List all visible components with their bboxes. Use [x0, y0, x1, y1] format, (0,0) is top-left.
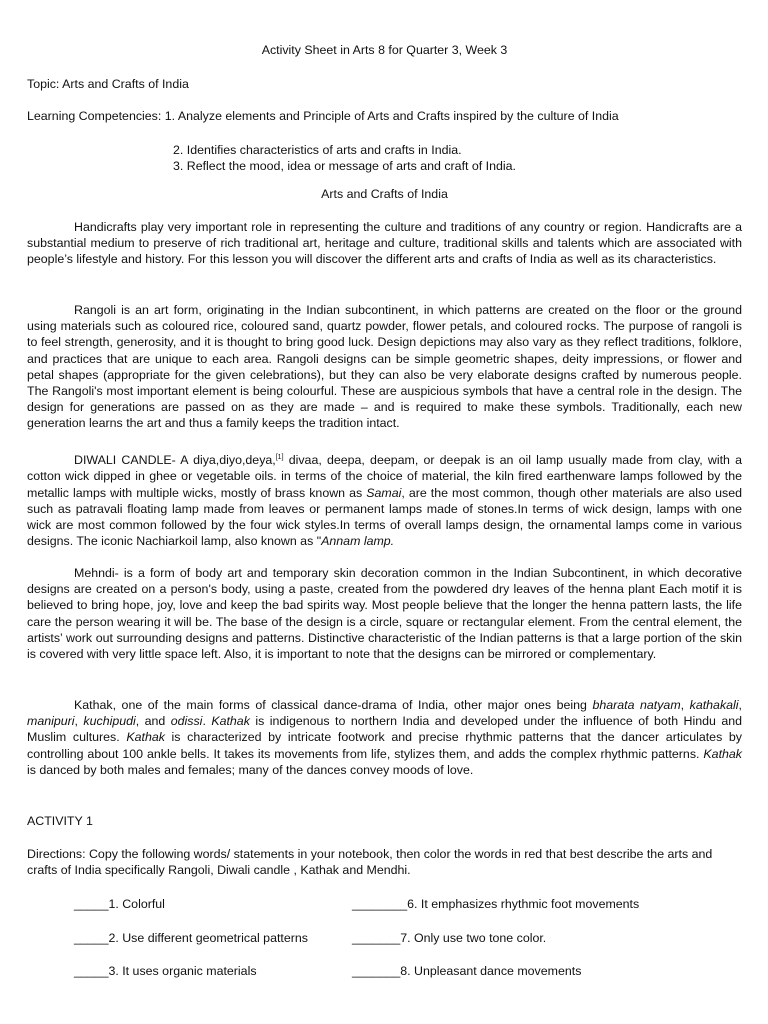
- kathak-paragraph: [27, 697, 742, 778]
- intro-paragraph: Handicrafts play very important role in representing the culture and traditions of any country or region. Handicrafts are a substantial medium to preserve of rich traditional art, heritage and culture, traditional skills and talents which are associated with people’s lifestyle and history. For this lesson you will discover the different arts and crafts of India as well as its characteristics.: [27, 220, 742, 267]
- kathak-italic-3: manipuri: [27, 714, 75, 729]
- diwali-lead: DIWALI CANDLE- A diya,diyo,deya,: [74, 453, 276, 468]
- kathak-text-c: ,: [738, 698, 742, 712]
- competency-3: 3. Reflect the mood, idea or message of arts and craft of India.: [173, 159, 516, 174]
- document-title: Activity Sheet in Arts 8 for Quarter 3, Week 3: [261, 43, 508, 57]
- activity-item-8: _______8. Unpleasant dance movements: [352, 964, 582, 978]
- diwali-annam: Annam lamp.: [321, 534, 395, 549]
- kathak-text-b: ,: [680, 698, 690, 712]
- activity-item-row: [74, 930, 734, 964]
- topic-label: Topic:: [27, 77, 60, 91]
- kathak-italic-1: bharata natyam: [592, 698, 681, 712]
- kathak-text-e: , and: [135, 714, 171, 729]
- diwali-samai: Samai: [366, 485, 402, 500]
- competencies-label: Learning Competencies:: [27, 109, 162, 123]
- kathak-italic-8: Kathak: [703, 746, 742, 761]
- activity-item-row: [74, 963, 734, 997]
- kathak-italic-6: Kathak: [211, 714, 250, 729]
- diwali-text-2: , are the most common, though other materials are also used such as patravali floating lamp made from leaves or permanent lamps made of stones.In terms of wick design, lamps with one wick are most common followed by the four wick styles.In terms of overall lamps design, the ornamental lamps come in various designs. The iconic Nachiarkoil lamp, also known as ": [27, 485, 742, 549]
- competency-line-1: [27, 108, 742, 124]
- activity-item-1: _____1. Colorful: [74, 897, 165, 911]
- directions-paragraph: [27, 846, 742, 878]
- rangoli-paragraph: Rangoli is an art form, originating in the Indian subcontinent, in which patterns are created on the floor or the ground using materials such as coloured rice, coloured sand, quartz powder, flower petals, and coloured rocks. The purpose of rangoli is to feel strength, generosity, and it is thought to bring good luck. Design depictions may also vary as they reflect traditions, folklore, and practices that are unique to each area. Rangoli designs can be simple geometric shapes, deity impressions, or flower and petal shapes (appropriate for the given celebrations), but they can also be very elaborate designs crafted by numerous people. The Rangoli's most important element is being colourful. These are auspicious symbols that have a central role in the design. The design for generations are passed on as they are made – and is required to make these symbols. Traditionally, each new generation learns the art and thus a family keeps the tradition intact.: [27, 303, 742, 431]
- kathak-text-h: is characterized by intricate footwork and precise rhythmic patterns that the dancer articulates by controlling about 100 ankle bells. It takes its movements from life, stylizes them, and adds the complex rhythmic patterns.: [27, 730, 742, 761]
- citation-marker[interactable]: [1]: [275, 454, 284, 461]
- diwali-paragraph: [27, 450, 742, 549]
- directions-text: Copy the following words/ statements in your notebook, then color the words in red that best describe the arts and crafts of India specifically Rangoli, Diwali candle , Kathak and Mendhi.: [27, 847, 713, 878]
- kathak-text-d: ,: [74, 714, 84, 729]
- topic-value: Arts and Crafts of India: [62, 77, 189, 91]
- kathak-italic-4: kuchipudi: [83, 714, 136, 729]
- activity-sheet-page: [27, 0, 742, 1024]
- topic-line: [27, 76, 742, 92]
- activity-item-6: ________6. It emphasizes rhythmic foot movements: [352, 897, 640, 911]
- competency-1: 1. Analyze elements and Principle of Arts and Crafts inspired by the culture of India: [164, 109, 619, 123]
- activity-items: [74, 896, 734, 997]
- kathak-text-f: .: [202, 714, 212, 729]
- section-title: Arts and Crafts of India: [321, 187, 448, 201]
- kathak-italic-2: kathakali: [689, 698, 739, 712]
- mehndi-paragraph: Mehndi- is a form of body art and temporary skin decoration common in the Indian Subcontinent, in which decorative designs are created on a person's body, using a paste, created from the powdered dry leaves of the henna plant Each motif it is believed to bring hope, joy, love and keep the bad spirits way. Most people believe that the longer the henna pattern lasts, the life care the person wearing it will be. The base of the design is a circle, square or rectangular element. From the central element, the artists’ work out surrounding designs and patterns. Distinctive characteristic of the Indian patterns is that a large portion of the skin is covered with very little space left. Also, it is important to note that the designs can be mirrored or complementary.: [27, 566, 742, 662]
- activity-title: ACTIVITY 1: [27, 814, 93, 828]
- kathak-italic-5: odissi: [170, 714, 203, 729]
- diwali-text-1: divaa, deepa, deepam, or deepak is an oil lamp usually made from clay, with a cotton wick dipped in ghee or vegetable oils. in terms of the choice of material, the kiln fired earthenware lamps followed by the metallic lamps with multiple wicks, mostly of brass known as: [27, 453, 742, 500]
- kathak-text-g: is indigenous to northern India and developed under the influence of both Hindu and Muslim cultures.: [27, 714, 742, 745]
- kathak-text-a: Kathak, one of the main forms of classical dance-drama of India, other major ones being: [74, 698, 593, 712]
- kathak-text-j: is danced by both males and females; many of the dances convey moods of love.: [27, 762, 474, 777]
- activity-item-2: _____2. Use different geometrical patterns: [74, 930, 308, 945]
- competency-list: [173, 142, 516, 174]
- directions-label: Directions:: [27, 847, 86, 861]
- activity-item-3: _____3. It uses organic materials: [74, 964, 257, 978]
- kathak-italic-7: Kathak: [126, 730, 165, 745]
- activity-item-row: [74, 896, 734, 930]
- activity-item-7: _______7. Only use two tone color.: [352, 930, 547, 945]
- competency-2: 2. Identifies characteristics of arts and crafts in India.: [173, 143, 462, 157]
